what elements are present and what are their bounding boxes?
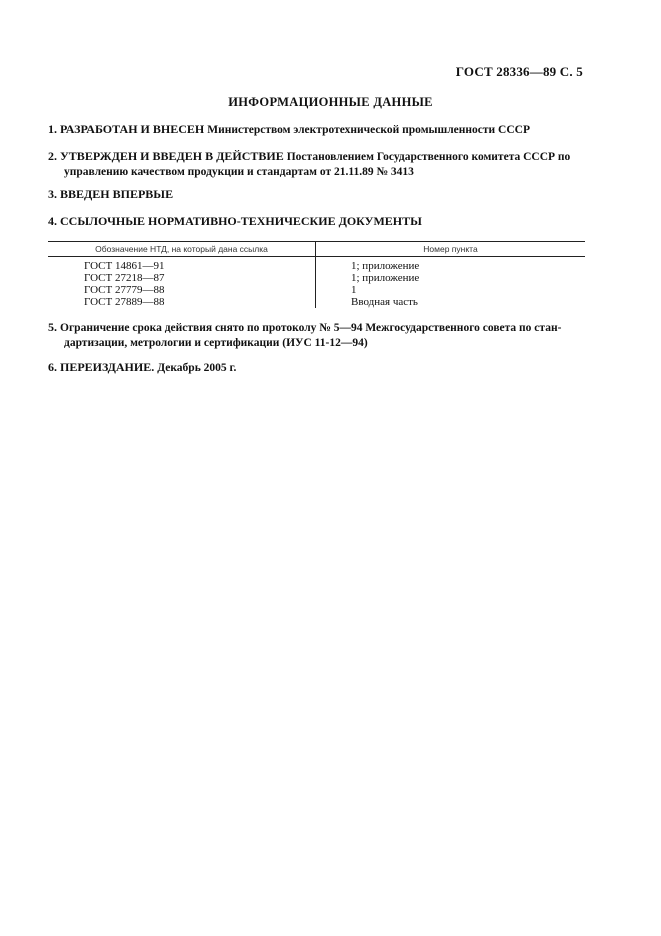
item-number: 2.	[48, 149, 57, 163]
item-text: Ограничение срока действия снято по протоколу № 5—94 Межгосударственного совета по стан-	[60, 322, 562, 334]
item-number: 4.	[48, 214, 57, 228]
column-header-document: Обозначение НТД, на который дана ссылка	[48, 242, 316, 257]
clause-cell: Вводная часть	[351, 296, 418, 308]
item-text-continued: дартизации, метрологии и сертификации (ИУС 11-12—94)	[64, 337, 368, 349]
item-text-continued: управлению качеством продукции и стандартам от 21.11.89 № 3413	[64, 166, 414, 178]
clause-cell: 1; приложение	[351, 272, 420, 284]
table-header-row	[48, 242, 585, 257]
item-heading: ВВЕДЕН ВПЕРВЫЕ	[60, 187, 174, 201]
item-heading: ПЕРЕИЗДАНИЕ.	[60, 360, 155, 374]
info-item-1	[48, 122, 588, 138]
page-header-gost-number: ГОСТ 28336—89 С. 5	[455, 64, 583, 79]
document-cell: ГОСТ 14861—91	[48, 257, 316, 273]
item-number: 5.	[48, 320, 57, 334]
table-row	[48, 272, 585, 284]
section-title: ИНФОРМАЦИОННЫЕ ДАННЫЕ	[228, 95, 433, 109]
table-row	[48, 257, 585, 273]
document-cell: ГОСТ 27779—88	[48, 284, 316, 296]
clause-cell: 1	[351, 284, 357, 296]
info-item-3	[48, 187, 588, 202]
item-text: Министерством электротехнической промышленности СССР	[207, 124, 530, 136]
item-heading: УТВЕРЖДЕН И ВВЕДЕН В ДЕЙСТВИЕ	[60, 149, 284, 163]
info-item-4	[48, 214, 588, 229]
reference-documents-table	[48, 241, 585, 308]
item-number: 6.	[48, 360, 57, 374]
item-number: 1.	[48, 122, 57, 136]
item-text: Постановлением Государственного комитета СССР по	[286, 151, 571, 163]
item-heading: ССЫЛОЧНЫЕ НОРМАТИВНО-ТЕХНИЧЕСКИЕ ДОКУМЕНТЫ	[60, 214, 422, 228]
clause-cell: 1; приложение	[351, 260, 420, 272]
item-number: 3.	[48, 187, 57, 201]
info-item-5	[48, 320, 588, 351]
item-heading: РАЗРАБОТАН И ВНЕСЕН	[60, 122, 205, 136]
table-row	[48, 296, 585, 308]
info-item-2	[48, 149, 588, 180]
table-row	[48, 284, 585, 296]
document-cell: ГОСТ 27889—88	[48, 296, 316, 308]
column-header-clause: Номер пункта	[316, 242, 586, 257]
item-text: Декабрь 2005 г.	[157, 362, 237, 374]
info-item-6	[48, 360, 588, 376]
document-cell: ГОСТ 27218—87	[48, 272, 316, 284]
